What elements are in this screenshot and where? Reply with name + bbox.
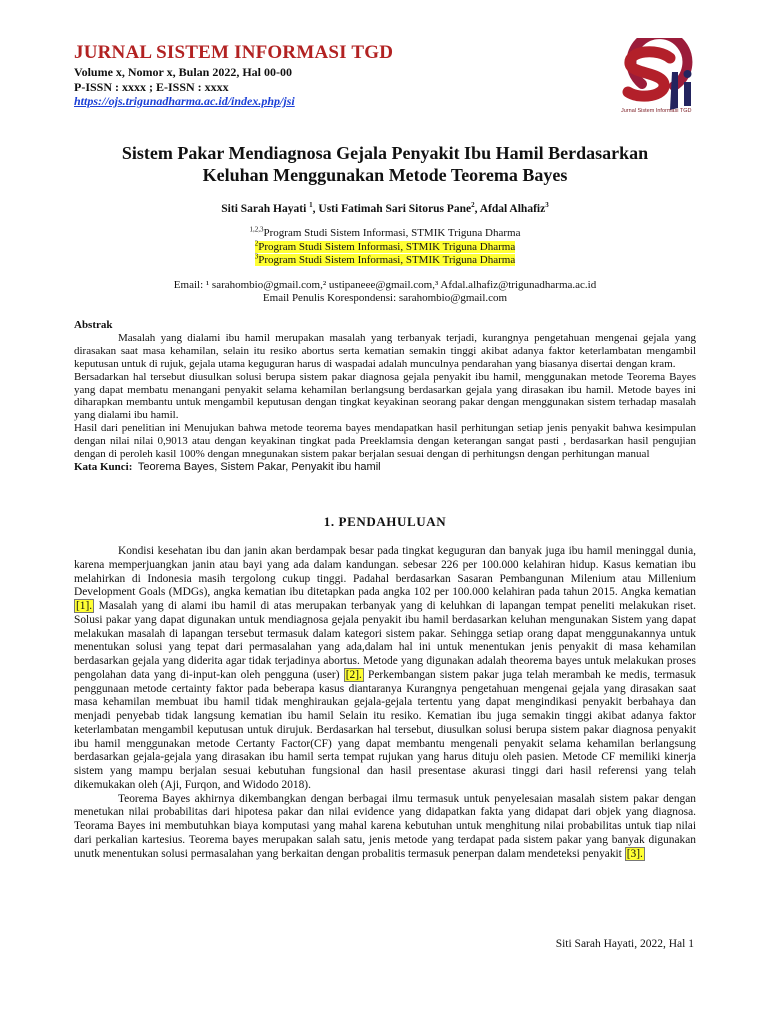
- section-heading-pendahuluan: 1. PENDAHULUAN: [323, 514, 447, 529]
- abstract-paragraph-2: Bersadarkan hal tersebut diusulkan solusi berupa sistem pakar diagnosa gejala penyakit ibu hamil, menggunakan metode Teorema Bayes yang dapat membatu menangani penyakit selama kehamilan berlangsung berdasarkan gejala yang dirasakan ibu hamil. Metode bayes ini diharapkan membantu untuk mengambil keputusan dengan tingkat keyakinan seorang pakar dengan menggunakan sistem terhadap masalah yang dialami ibu hamil.: [74, 370, 696, 422]
- affiliation-2: [70, 241, 700, 254]
- author-list: [70, 203, 700, 215]
- intro-paragraph-1: [74, 545, 696, 793]
- author-3: , Afdal Alhafiz: [474, 203, 546, 215]
- journal-logo: [612, 38, 706, 118]
- affiliation-3: [70, 254, 700, 267]
- keywords-label: Kata Kunci:: [74, 460, 133, 473]
- author-1: Siti Sarah Hayati: [221, 203, 310, 215]
- affiliation-1-mark: 1,2,3: [249, 225, 264, 234]
- intro-paragraph-2: [74, 793, 696, 862]
- citation-3[interactable]: [3].: [626, 847, 643, 860]
- introduction-body: [74, 545, 696, 861]
- affiliation-3-text: Program Studi Sistem Informasi, STMIK Triguna Dharma: [258, 254, 516, 266]
- keywords: [74, 461, 696, 474]
- author-2: , Usti Fatimah Sari Sitorus Pane: [312, 203, 472, 215]
- page-footer: Siti Sarah Hayati, 2022, Hal 1: [555, 938, 694, 950]
- abstract-paragraph-3: Hasil dari penelitian ini Menujukan bahwa metode teorema bayes mendapatkan hasil perhitungan setiap jenis penyakit bahwa kesimpulan dengan nilai nilai 0,9013 atau dengan keyakinan tingkat pada Preeklamsia dengan keterangan sangat pasti , berdasarkan hasil pengujian dengan di peroleh kasil 100% dengan mnegunakan sistem pakar berjalan sesuai dengan di perhitungsn dengan perhitungan manual: [74, 422, 696, 461]
- intro-text-1a: Kondisi kesehatan ibu dan janin akan berdampak besar pada tingkat keguguran dan banyak juga ibu hamil meninggal dunia, karena memperjuangkan janin atau bayi yang ada dalam kandungan. sebesar 226 per 100.000 kelahiran hidup. Kasus kematian ibu melahirkan di Indonesia masih tergolong cukup tinggi. Padahal berdasarkan Sasaran Pembangunan Milenium atau Millenium Development Goals (MDGs), angka kematian ibu ditetapkan pada angka 102 per 100.000 kelahiran pada tahun 2015. Angka kematian: [74, 545, 696, 599]
- affiliation-2-mark: 2: [254, 239, 259, 248]
- affiliation-1: [70, 227, 700, 240]
- journal-url-link[interactable]: https://ojs.trigunadharma.ac.id/index.php/jsi: [74, 94, 295, 108]
- abstract-section: [74, 319, 696, 474]
- title-line-1: Sistem Pakar Mendiagnosa Gejala Penyakit Ibu Hamil Berdasarkan: [121, 143, 649, 163]
- affiliation-3-mark: 3: [254, 252, 259, 261]
- volume-line: Volume x, Nomor x, Bulan 2022, Hal 00-00: [74, 65, 293, 79]
- journal-title: JURNAL SISTEM INFORMASI TGD: [74, 42, 394, 63]
- author-3-affiliation-mark: 3: [545, 201, 549, 210]
- affiliation-1-text: Program Studi Sistem Informasi, STMIK Triguna Dharma: [263, 227, 521, 239]
- logo-caption: Jurnal Sistem Informasi TGD: [621, 108, 692, 114]
- intro-text-1b: Masalah yang di alami ibu hamil di atas merupakan terbanyak yang di keluhkan di lapangan tempat peneliti melakukan riset. Solusi pakar yang dapat digunakan untuk mendiagnosa gejala penyakit ibu hamil berdasarkan keluhan mengunakan Sistem yang dapat melakukan masalah di lapangan tersebut termasuk dalam kategori sistem pakar. Sehingga setiap orang dapat menggunakannya untuk menentukan solusi yang tepat dari permasalahan yang ada,dalam hal ini untuk menentukan jenis penyakit di masa kehamilan berdasarkan gejala yang diderita agar tidak terjadinya abortus. Metode yang digunakan adalah theorema bayes untuk melakukan proses pengolahan data yang di-input-kan oleh pengguna (user): [74, 600, 696, 681]
- intro-text-2a: Teorema Bayes akhirnya dikembangkan dengan berbagai ilmu termasuk untuk penyelesaian masalah sistem pakar dengan menetukan nilai probabilitas dari hipotesa pakar dan nilai evidence yang didapatkan fakta yang didapat dari objek yang diagnosa. Teorama Bayes ini membutuhkan biaya komputasi yang mahal karena kebutuhan untuk menghitung nilai probabilitas untuk tiap nilai dari perkalian kartesius. Teorema bayes merupakan salah satu, jenis metode yang terdapat pada sistem pakar yang banyak digunakan unutk menentukan solusi permasalahan yang berkaitan dengan probalitis termasuk penerpan dalam mendeteksi penyakit: [74, 792, 696, 860]
- abstract-label: Abstrak: [74, 319, 113, 331]
- citation-2[interactable]: [2].: [345, 668, 362, 681]
- intro-text-1c: Perkembangan sistem pakar juga telah merambah ke medis, termasuk penggunaan metode certainty faktor pada beberapa kasus diantaranya Kurangnya pengetahuan mengenai gejala yang dirasakan saat masa kehamilan membuat ibu hamil tidak menghiraukan gejala-gejala tertentu yang dapat mengindikasi penyakit berbahaya dan menjadi penyebab tidak langsung kematian ibu hamil Selain itu resiko. Kematian ibu juga semakin tinggi akibat adanya faktor keterlambatan mengambil keputusan untuk dirujuk. Berdasarkan hal tersebut, diusulkan solusi berupa sistem pakar diagnosa penyakit ibu hamil menggunakan metode Certanty Factor(CF) yang dapat membantu mengenali penyakit selama kehamilan berlangsung berdasarkan gejala-gejala yang dirasakan ibu hamil serta tempat rujukan yang harus dituju oleh pasien. Metode CF memiliki kinerja sistem yang mampu berjalan sesuai kebutuhan fungsional dan hasil presentase akurasi tinggi dari hasil referensi yang telah dikemukakan oleh (Aji, Furqon, and Widodo 2018).: [74, 668, 696, 791]
- author-emails: Email: ¹ sarahombio@gmail.com,² ustipaneee@gmail.com,³ Afdal.alhafiz@trigunadharma.ac.id: [173, 279, 597, 291]
- citation-1[interactable]: [1].: [76, 600, 93, 612]
- keywords-text: Teorema Bayes, Sistem Pakar, Penyakit ibu hamil: [137, 460, 381, 473]
- affiliation-2-text: Program Studi Sistem Informasi, STMIK Triguna Dharma: [258, 241, 516, 253]
- author-1-affiliation-mark: 1: [309, 201, 313, 210]
- issn-line: P-ISSN : xxxx ; E-ISSN : xxxx: [74, 80, 229, 94]
- author-2-affiliation-mark: 2: [471, 201, 475, 210]
- paper-title: [70, 142, 700, 186]
- title-line-2: Keluhan Menggunakan Metode Teorema Bayes: [202, 165, 568, 185]
- abstract-paragraph-1: Masalah yang dialami ibu hamil merupakan masalah yang terbanyak terjadi, kurangnya pengetahuan mengenai gejala yang dirasakan saat masa kehamilan, selain itu resiko abortus serta kematian semakin tinggi akibat adanya faktor keterlambatan mengambil keputusan untuk di rujuk, gejala utama keguguran harus di waspadai adalah munculnya pendarahan yang biasanya disertai dengan kram.: [74, 331, 696, 370]
- corresponding-email: Email Penulis Korespondensi: sarahombio@gmail.com: [262, 292, 508, 304]
